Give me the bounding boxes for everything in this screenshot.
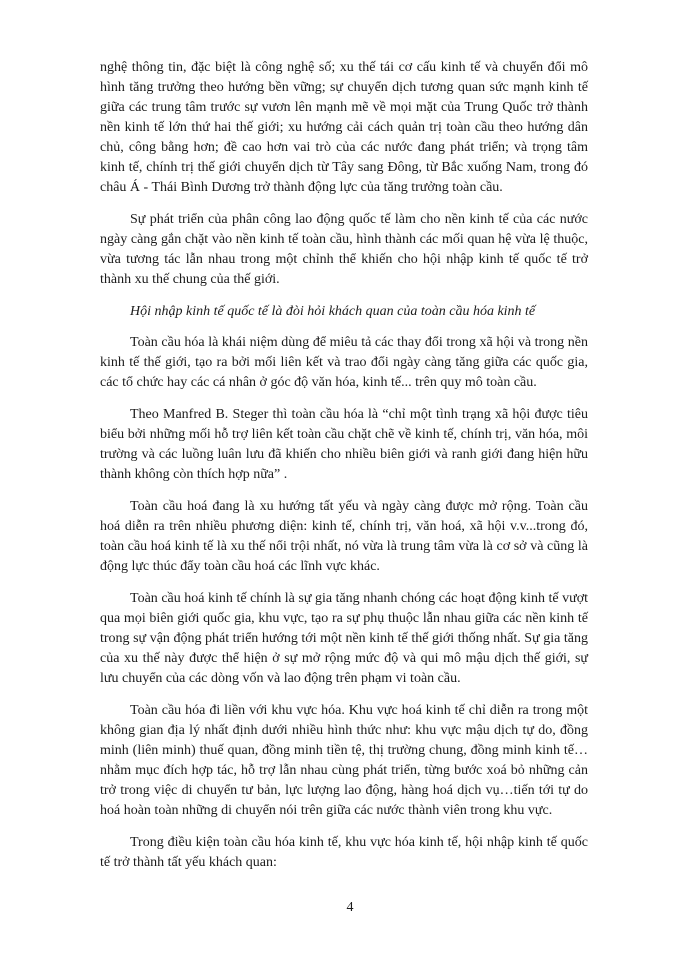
paragraph-globalization-trend: Toàn cầu hoá đang là xu hướng tất yếu và ngày càng được mở rộng. Toàn cầu hoá diễn ra trên nhiều phương diện: kinh tế, chính trị, văn hoá, xã hội v.v...trong đó, toàn cầu hoá kinh tế là xu thế nổi trội nhất, nó vừa là trung tâm vừa là cơ sở và cũng là động lực thúc đẩy toàn cầu hoá các lĩnh vực khác. xyxy=(100,499,588,574)
paragraph-intro-continuation: nghệ thông tin, đặc biệt là công nghệ số; xu thế tái cơ cấu kinh tế và chuyển đổi mô hình tăng trưởng theo hướng bền vững; sự chuyển dịch tương quan sức mạnh kinh tế giữa các trung tâm trước sự vươn lên mạnh mẽ về mọi mặt của Trung Quốc trở thành nền kinh tế lớn thứ hai thế giới; xu hướng cải cách quản trị toàn cầu theo hướng dân chủ, công bằng hơn; đề cao hơn vai trò của các nước đang phát triển; và trọng tâm kinh tế, chính trị thế giới chuyển dịch từ Tây sang Đông, từ Bắc xuống Nam, trong đó châu Á - Thái Bình Dương trở thành động lực của tăng trưởng toàn cầu. xyxy=(100,60,588,195)
page-number: 4 xyxy=(346,900,354,915)
paragraph-economic-globalization: Toàn cầu hoá kinh tế chính là sự gia tăng nhanh chóng các hoạt động kinh tế vượt qua mọi biên giới quốc gia, khu vực, tạo ra sự phụ thuộc lẫn nhau giữa các nền kinh tế trong sự vận động phát triển hướng tới một nền kinh tế thế giới thống nhất. Sự gia tăng của xu thế này được thể hiện ở sự mở rộng mức độ và qui mô mậu dịch thế giới, sự lưu chuyển của các dòng vốn và lao động trên phạm vi toàn cầu. xyxy=(100,591,588,686)
paragraph-integration-conclusion: Trong điều kiện toàn cầu hóa kinh tế, khu vực hóa kinh tế, hội nhập kinh tế quốc tế trở thành tất yếu khách quan: xyxy=(100,835,588,870)
document-page xyxy=(100,58,588,885)
paragraph-steger-quote: Theo Manfred B. Steger thì toàn cầu hóa là “chỉ một tình trạng xã hội được tiêu biểu bởi những mối hỗ trợ liên kết toàn cầu chặt chẽ về kinh tế, chính trị, văn hóa, môi trường và các luồng luân lưu đã khiến cho nhiều biên giới và ranh giới đang hiện hữu thành không còn thích hợp nữa” . xyxy=(100,407,588,482)
section-heading: Hội nhập kinh tế quốc tế là đòi hỏi khách quan của toàn cầu hóa kinh tế xyxy=(130,304,536,319)
paragraph-globalization-definition: Toàn cầu hóa là khái niệm dùng để miêu tả các thay đổi trong xã hội và trong nền kinh tế thế giới, tạo ra bởi mối liên kết và trao đổi ngày càng tăng giữa các quốc gia, các tổ chức hay các cá nhân ở góc độ văn hóa, kinh tế... trên quy mô toàn cầu. xyxy=(100,335,588,390)
paragraph-labor-division: Sự phát triển của phân công lao động quốc tế làm cho nền kinh tế của các nước ngày càng gắn chặt vào nền kinh tế toàn cầu, hình thành các mối quan hệ vừa lệ thuộc, vừa tương tác lẫn nhau trong một chỉnh thể khiến cho hội nhập kinh tế quốc tế trở thành xu thế chung của thế giới. xyxy=(100,212,588,287)
paragraph-regionalization: Toàn cầu hóa đi liền với khu vực hóa. Khu vực hoá kinh tế chỉ diễn ra trong một không gian địa lý nhất định dưới nhiều hình thức như: khu vực mậu dịch tự do, đồng minh (liên minh) thuế quan, đồng minh tiền tệ, thị trường chung, đồng minh kinh tế…nhằm mục đích hợp tác, hỗ trợ lẫn nhau cùng phát triển, từng bước xoá bỏ những cản trở trong việc di chuyển tư bản, lực lượng lao động, hàng hoá dịch vụ…tiến tới tự do hoá hoàn toàn những di chuyển nói trên giữa các nước thành viên trong khu vực. xyxy=(100,703,588,818)
